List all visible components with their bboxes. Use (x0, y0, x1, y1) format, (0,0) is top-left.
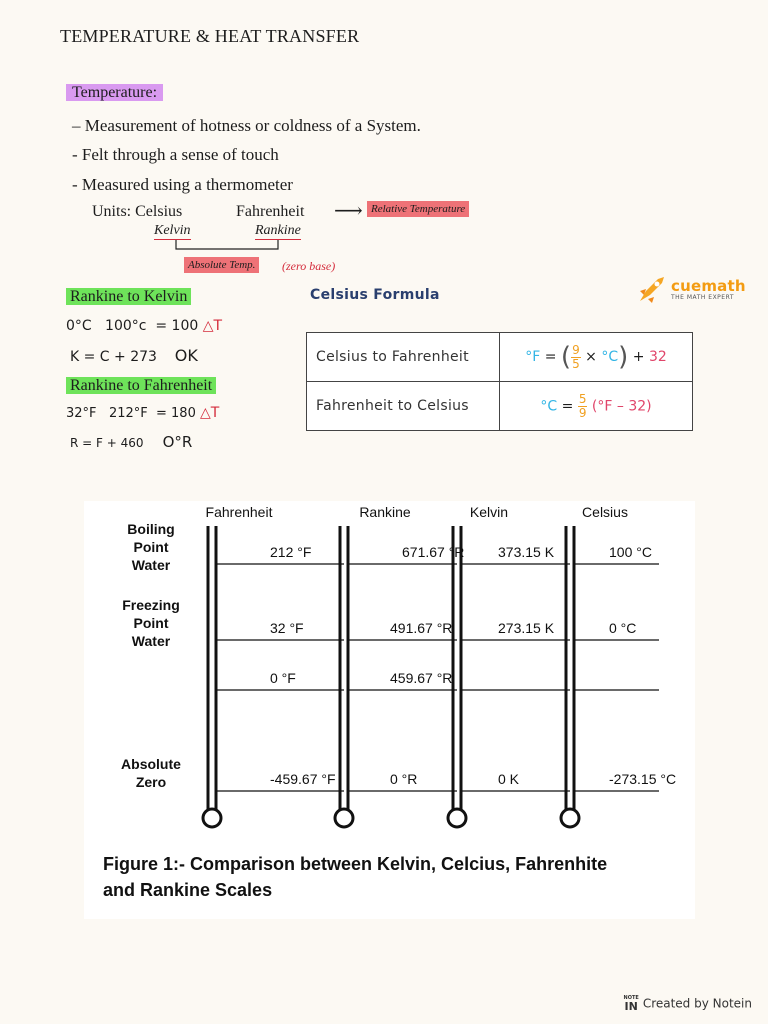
scale-value: 459.67 °R (390, 670, 453, 686)
scale-value: 0 °C (609, 620, 637, 636)
notein-icon: NOTE IN (623, 995, 639, 1013)
scale-value: -459.67 °F (270, 771, 336, 787)
column-header: Fahrenheit (205, 504, 273, 520)
units-label: Units: Celsius (92, 203, 183, 220)
column-header: Celsius (582, 504, 628, 520)
thermometer-tube (566, 526, 574, 809)
temperature-heading: Temperature: (66, 84, 163, 102)
row-label: Point (133, 615, 169, 631)
formula-table (306, 332, 693, 431)
row1-label: Celsius to Fahrenheit (307, 333, 500, 382)
figure-caption: Figure 1:- Comparison between Kelvin, Celcius, Fahrenhite (103, 854, 608, 874)
row-label: Zero (135, 774, 167, 790)
scale-value: 273.15 K (498, 620, 555, 636)
rankine-kelvin-heading: Rankine to Kelvin (66, 288, 191, 306)
celsius-formula-title: Celsius Formula (310, 287, 440, 303)
thermometer-bulb (203, 809, 221, 827)
thermometer-tube (453, 526, 461, 809)
footer: NOTE IN Created by Notein (623, 995, 752, 1013)
row2-formula: °C = $\frac{5}{9}$ (°F – 32) (500, 382, 693, 431)
rk-line1: 0°C 100°c = 100 △T (66, 318, 223, 334)
thermometer-bulb (335, 809, 353, 827)
arrow-icon: ⟶ (334, 200, 363, 222)
scale-value: 373.15 K (498, 544, 555, 560)
logo-tagline: THE MATH EXPERT (671, 294, 734, 301)
scale-value: 212 °F (270, 544, 312, 560)
thermometer-tube (340, 526, 348, 809)
logo-name: cuemath (671, 277, 746, 295)
rankine-fahrenheit-heading: Rankine to Fahrenheit (66, 377, 216, 395)
thermometer-bulb (448, 809, 466, 827)
page-title: TEMPERATURE & HEAT TRANSFER (60, 26, 360, 46)
row2-label: Fahrenheit to Celsius (307, 382, 500, 431)
row-label: Freezing (122, 597, 180, 613)
rk-line2: K = C + 273 OK (70, 346, 198, 365)
scale-value: -273.15 °C (609, 771, 677, 787)
row-label: Water (131, 557, 171, 573)
table-row (307, 333, 693, 382)
row-label: Absolute (121, 756, 181, 772)
bullet-definition: – Measurement of hotness or coldness of a System. (72, 116, 421, 135)
thermometer-bulb (561, 809, 579, 827)
scale-value: 491.67 °R (390, 620, 453, 636)
row1-formula: °F = ( $\frac{9}{5}$ × °C) + 32 (500, 333, 693, 382)
column-header: Kelvin (469, 504, 509, 520)
table-row (307, 382, 693, 431)
bullet-thermometer: - Measured using a thermometer (72, 175, 293, 194)
rf-line1: 32°F 212°F = 180 △T (66, 405, 220, 421)
bracket-connector (172, 240, 282, 252)
relative-temperature-tag: Relative Temperature (367, 201, 469, 217)
figure-caption: and Rankine Scales (103, 880, 273, 900)
comparison-figure (84, 501, 695, 919)
rocket-icon (636, 275, 668, 305)
absolute-temp-tag: Absolute Temp. (184, 257, 259, 273)
thermometer-diagram (84, 501, 695, 919)
kelvin-label: Kelvin (154, 223, 191, 238)
fahrenheit-label: Fahrenheit (236, 203, 305, 220)
thermometer-tube (208, 526, 216, 809)
scale-value: 671.67 °R (402, 544, 465, 560)
zero-base-note: (zero base) (282, 259, 336, 273)
scale-value: 0 °R (390, 771, 418, 787)
scale-value: 32 °F (270, 620, 304, 636)
bullet-touch: - Felt through a sense of touch (72, 145, 279, 164)
scale-value: 0 °F (270, 670, 296, 686)
rankine-label: Rankine (255, 223, 301, 238)
scale-value: 100 °C (609, 544, 652, 560)
row-label: Boiling (127, 521, 175, 537)
row-label: Water (131, 633, 171, 649)
rf-line2: R = F + 460 O°R (70, 433, 193, 451)
row-label: Point (133, 539, 169, 555)
scale-value: 0 K (498, 771, 520, 787)
column-header: Rankine (359, 504, 411, 520)
